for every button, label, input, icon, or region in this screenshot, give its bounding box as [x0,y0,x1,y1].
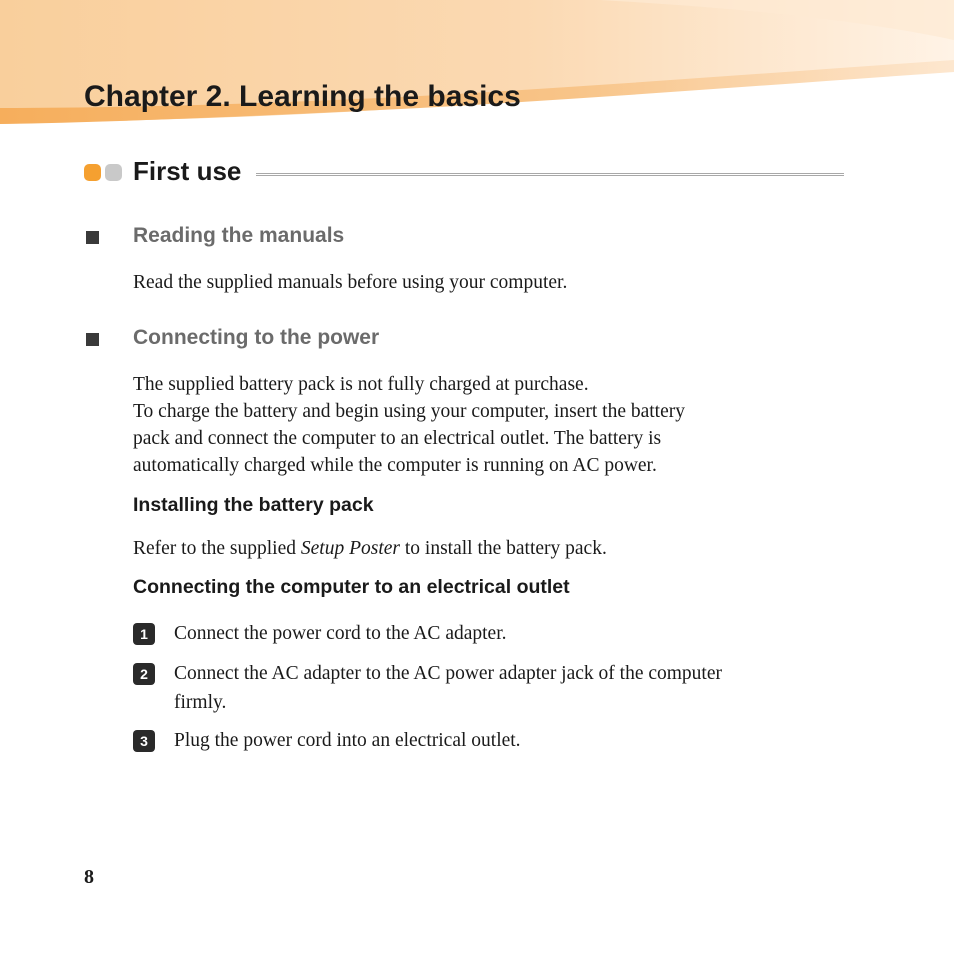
battery-paragraph: Refer to the supplied Setup Poster to install the battery pack. [133,538,607,559]
square-bullet-icon [86,231,99,244]
page-number: 8 [84,866,94,888]
power-paragraph: The supplied battery pack is not fully charged at purchase. To charge the battery and begin using your computer, insert the battery pack and connect the computer to an electrical outlet. The battery is automatically charged while the computer is running on AC power. [133,374,685,476]
step-text: Connect the power cord to the AC adapter. [174,623,507,644]
step-text: Plug the power cord into an electrical outlet. [174,730,521,751]
chapter-title: Chapter 2. Learning the basics [84,80,521,113]
step-number-3-icon: 3 [133,730,155,752]
square-bullet-icon [86,333,99,346]
outlet-heading: Connecting the computer to an electrical outlet [133,576,570,598]
subheading-connecting-power [84,326,844,354]
section-divider [256,173,844,176]
step-number-2-icon: 2 [133,663,155,685]
subheading-reading-manuals [84,224,844,252]
battery-heading: Installing the battery pack [133,494,374,516]
subheading-title: Reading the manuals [133,224,345,247]
gray-dot-icon [105,164,122,181]
step-text: Connect the AC adapter to the AC power adapter jack of the computer firmly. [174,663,722,713]
reading-paragraph: Read the supplied manuals before using your computer. [133,272,568,293]
chapter-banner [0,0,954,135]
setup-poster-ref: Setup Poster [300,538,400,559]
orange-dot-icon [84,164,101,181]
step-number-1-icon: 1 [133,623,155,645]
section-title: First use [133,156,242,186]
section-header [84,156,844,190]
subheading-title: Connecting to the power [133,326,380,349]
